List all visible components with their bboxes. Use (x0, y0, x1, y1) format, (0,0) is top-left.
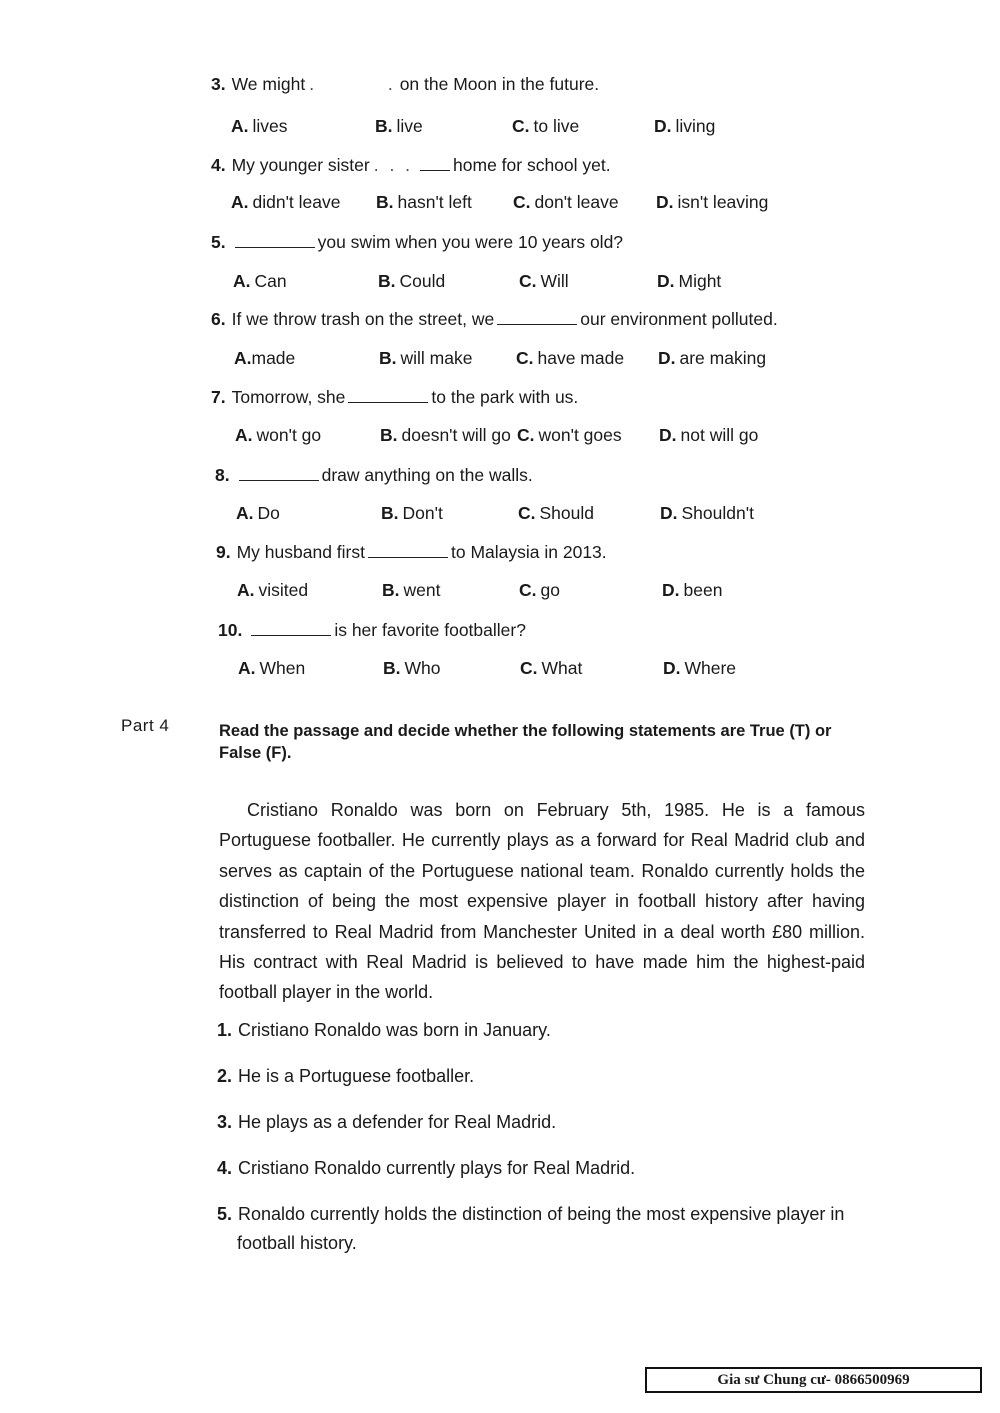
reading-passage: Cristiano Ronaldo was born on February 5th, 1985. He is a famous Portuguese footballer. He currently plays as a forward for Real Madrid club and serves as captain of the Portuguese national team. Ronaldo currently holds the distinction of being the most expensive player in football history after having transferred to Real Madrid from Manchester United in a deal worth £80 million. His contract with Real Madrid is believed to have made him the highest-paid football player in the world. (219, 800, 865, 1003)
option-c[interactable]: C. Should (518, 503, 594, 523)
option-a[interactable]: A. When (238, 658, 306, 678)
question-text-after: on the Moon in the future. (399, 74, 600, 94)
statement-text-continued: football history. (237, 1233, 357, 1253)
answer-blank: . . (309, 74, 396, 94)
option-c[interactable]: C. have made (516, 348, 625, 368)
question-text-after: you swim when you were 10 years old? (317, 232, 624, 252)
question-text-before: My husband first (236, 542, 365, 562)
options-row-10 (0, 658, 1000, 682)
question-text-after: our environment polluted. (580, 309, 778, 329)
options-row-6 (0, 348, 1000, 372)
question-number: 4. (211, 155, 226, 175)
option-d[interactable]: D. Where (663, 658, 737, 678)
question-4 (211, 155, 611, 176)
statement-2: 2. He is a Portuguese footballer. (217, 1066, 475, 1086)
statement-text: Ronaldo currently holds the distinction of being the most expensive player in (238, 1204, 845, 1224)
options-row-7 (0, 425, 1000, 449)
option-d[interactable]: D. living (654, 116, 716, 136)
question-text-before: We might (231, 74, 306, 94)
answer-blank (348, 401, 428, 403)
answer-blank (239, 479, 319, 481)
question-text-after: home for school yet. (453, 155, 611, 175)
statement-text: He is a Portuguese footballer. (238, 1066, 475, 1086)
option-b[interactable]: B. Could (378, 271, 446, 291)
option-a[interactable]: A. Can (233, 271, 287, 291)
option-a[interactable]: A. Do (236, 503, 280, 523)
answer-blank (368, 556, 448, 558)
statement-text: Cristiano Ronaldo currently plays for Real Madrid. (238, 1158, 636, 1178)
answer-blank-line (420, 169, 450, 171)
answer-blank (497, 323, 577, 325)
question-text-after: draw anything on the walls. (321, 465, 533, 485)
answer-blank: . . . (373, 155, 414, 175)
option-b[interactable]: B. hasn't left (376, 192, 472, 212)
question-text-before: If we throw trash on the street, we (231, 309, 495, 329)
answer-blank (235, 246, 315, 248)
question-number: 10. (218, 620, 243, 640)
option-b[interactable]: B. will make (379, 348, 473, 368)
question-10 (218, 620, 526, 641)
option-c[interactable]: C. to live (512, 116, 580, 136)
question-text-after: to Malaysia in 2013. (451, 542, 607, 562)
part-instruction: Read the passage and decide whether the following statements are True (T) or False (F). (219, 722, 832, 762)
answer-blank (251, 634, 331, 636)
option-c[interactable]: C. Will (519, 271, 569, 291)
option-a[interactable]: A. visited (237, 580, 309, 600)
option-a[interactable]: A.made (234, 348, 296, 368)
question-9 (216, 542, 607, 563)
option-d[interactable]: D. not will go (659, 425, 759, 445)
option-d[interactable]: D. been (662, 580, 723, 600)
question-6 (211, 309, 778, 330)
option-b[interactable]: B. live (375, 116, 423, 136)
option-a[interactable]: A. lives (231, 116, 288, 136)
question-number: 6. (211, 309, 226, 329)
option-d[interactable]: D. are making (658, 348, 767, 368)
option-c[interactable]: C. don't leave (513, 192, 619, 212)
option-b[interactable]: B. Don't (381, 503, 443, 523)
statement-3: 3. He plays as a defender for Real Madrid. (217, 1112, 557, 1132)
options-row-5 (0, 271, 1000, 295)
options-row-8 (0, 503, 1000, 527)
question-text-after: is her favorite footballer? (334, 620, 526, 640)
statement-1: 1. Cristiano Ronaldo was born in January. (217, 1020, 551, 1040)
question-3 (211, 74, 599, 95)
option-c[interactable]: C. What (520, 658, 583, 678)
statement-4: 4. Cristiano Ronaldo currently plays for Real Madrid. (217, 1158, 636, 1178)
option-c[interactable]: C. go (519, 580, 560, 600)
statement-5: 5. Ronaldo currently holds the distinction of being the most expensive player in football history. (217, 1200, 877, 1258)
statement-text: He plays as a defender for Real Madrid. (238, 1112, 557, 1132)
options-row-3 (0, 116, 1000, 140)
option-d[interactable]: D. Might (657, 271, 722, 291)
question-number: 5. (211, 232, 226, 252)
option-b[interactable]: B. doesn't will go (380, 425, 511, 445)
question-number: 8. (215, 465, 230, 485)
question-text-after: to the park with us. (431, 387, 579, 407)
question-text-before: Tomorrow, she (231, 387, 346, 407)
footer-credit: Gia sư Chung cư- 0866500969 (645, 1367, 982, 1393)
question-number: 3. (211, 74, 226, 94)
options-row-9 (0, 580, 1000, 604)
option-d[interactable]: D. Shouldn't (660, 503, 754, 523)
question-7 (211, 387, 578, 408)
question-8 (215, 465, 533, 486)
question-number: 9. (216, 542, 231, 562)
option-b[interactable]: B. Who (383, 658, 441, 678)
question-number: 7. (211, 387, 226, 407)
option-a[interactable]: A. didn't leave (231, 192, 341, 212)
option-d[interactable]: D. isn't leaving (656, 192, 769, 212)
part-label: Part 4 (121, 716, 170, 735)
option-a[interactable]: A. won't go (235, 425, 322, 445)
question-text-before: My younger sister (231, 155, 370, 175)
statement-text: Cristiano Ronaldo was born in January. (238, 1020, 551, 1040)
options-row-4 (0, 192, 1000, 216)
option-c[interactable]: C. won't goes (517, 425, 622, 445)
question-5 (211, 232, 623, 253)
option-b[interactable]: B. went (382, 580, 441, 600)
